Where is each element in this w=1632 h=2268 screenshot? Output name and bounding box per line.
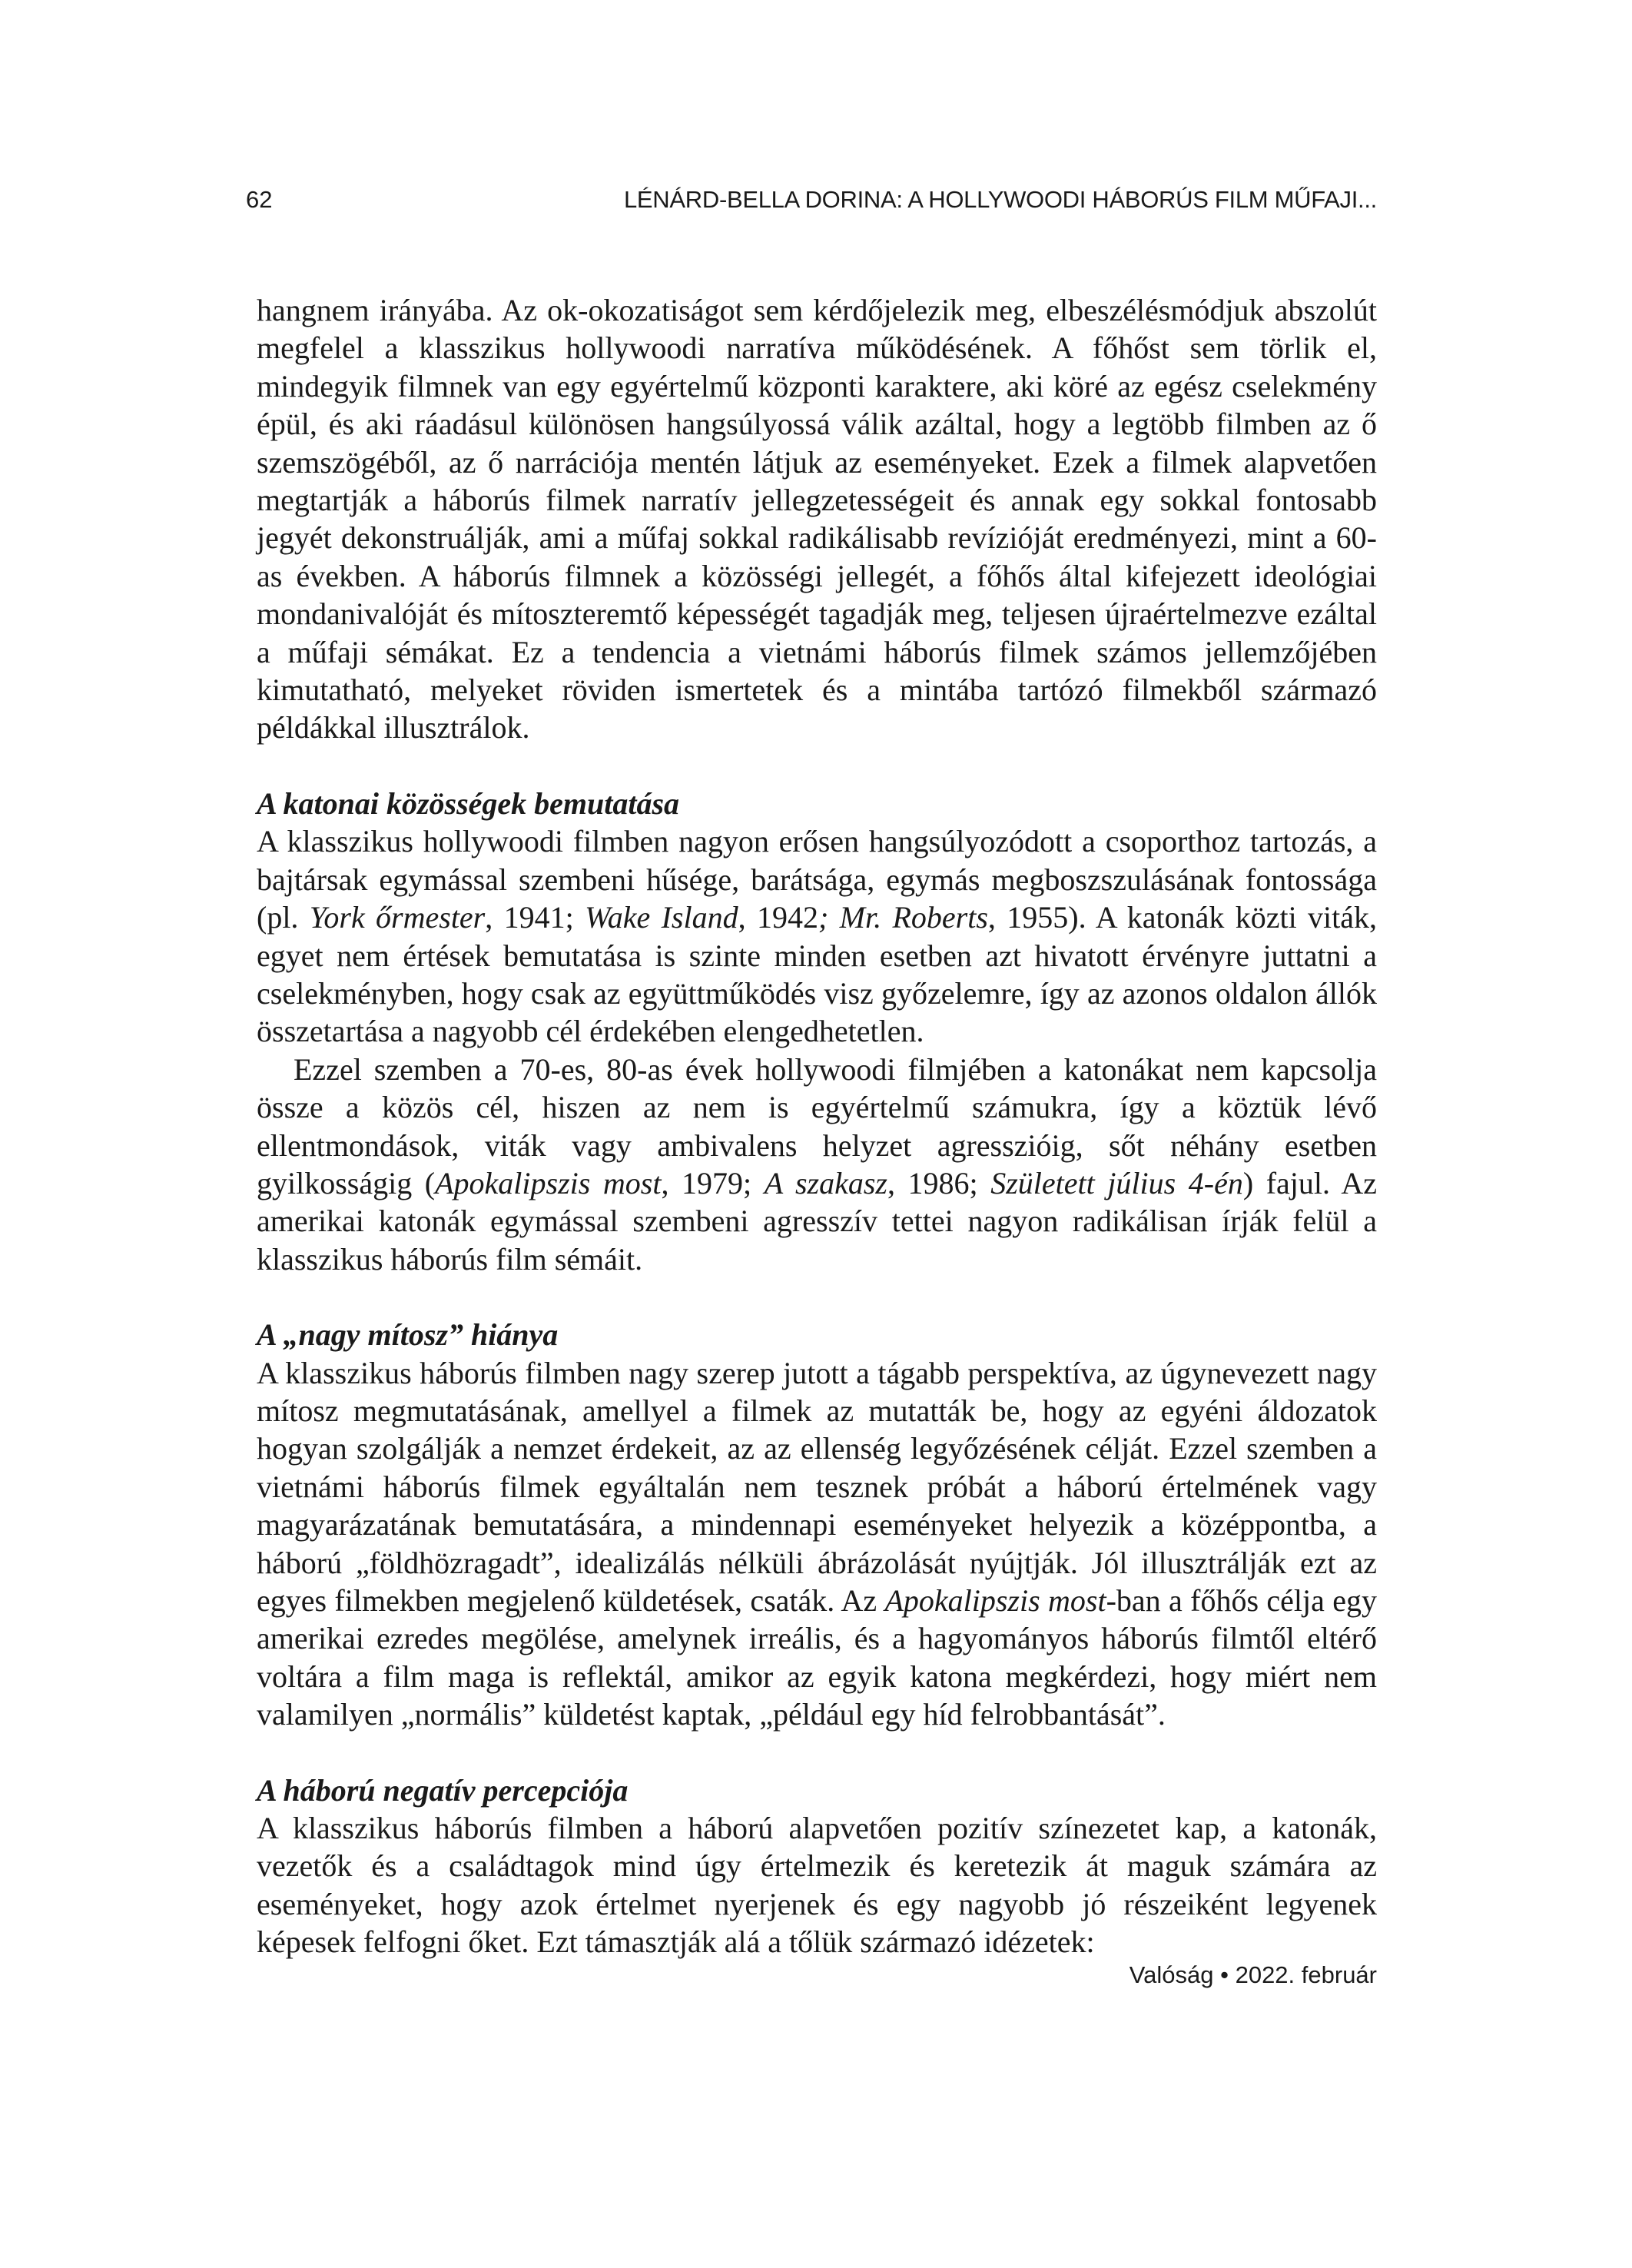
page-number: 62 — [246, 186, 273, 213]
page-footer: Valóság • 2022. február — [1129, 1961, 1377, 1988]
section-heading-nagy-mitosz: A „nagy mítosz” hiánya — [257, 1317, 559, 1353]
paragraph-2: A klasszikus hollywoodi filmben nagyon erősen hangsúlyozódott a csoporthoz tartozás, a bajtársak egymással szembeni hűsége, barátsága, egymás megboszszulásának fontossága (pl. York őrmester, 1941; Wake Island, 1942; Mr. Roberts, 1955). A katonák közti viták, egyet nem értések bemutatása is szinte minden esetben azt hivatott érvényre juttatni a cselekményben, hogy csak az együttműködés visz győzelemre, így az azonos oldalon állók összetartása a nagyobb cél érdekében elengedhetetlen. — [257, 824, 1378, 1049]
paragraph-5: A klasszikus háborús filmben a háború alapvetően pozitív színezetet kap, a katonák, vezetők és a családtagok mind úgy értelmezik és keretezik át maguk számára az eseményeket, hogy azok értelmet nyerjenek és egy nagyobb jó részeiként legyenek képesek felfogni őket. Ezt támasztják alá a tőlük származó idézetek: — [257, 1811, 1377, 1960]
paragraph-3: Ezzel szemben a 70-es, 80-as évek hollywoodi filmjében a katonákat nem kapcsolja össze a közös cél, hiszen az nem is egyértelmű számukra, így a köztük lévő ellentmondások, viták vagy ambivalens helyzet agresszióig, sőt néhány esetben gyilkosságig (Apokalipszis most, 1979; A szakasz, 1986; Született július 4-én) fajul. Az amerikai katonák egymással szembeni agresszív tettei nagyon radikálisan írják felül a klasszikus háborús film sémáit. — [257, 1051, 1378, 1277]
section-heading-negativ-percepcio: A háború negatív percepciója — [257, 1772, 629, 1808]
article-body — [257, 291, 1377, 1961]
film-title: York őrmester — [309, 900, 486, 935]
running-title: LÉNÁRD-BELLA DORINA: A HOLLYWOODI HÁBORÚS FILM MŰFAJI... — [623, 186, 1377, 213]
film-title: Apokalipszis most — [435, 1165, 662, 1200]
film-title: Született július 4-én — [990, 1165, 1243, 1200]
film-title: A szakasz — [764, 1165, 887, 1200]
film-title: Apokalipszis most — [884, 1583, 1106, 1618]
film-title: ; Mr. Roberts — [818, 900, 988, 935]
section-heading-katonai-kozossegek: A katonai közösségek bemutatása — [257, 785, 680, 821]
paragraph-4: A klasszikus háborús filmben nagy szerep jutott a tágabb perspektíva, az úgynevezett nagy mítosz megmutatásának, amellyel a filmek az mutatták be, hogy az egyéni áldozatok hogyan szolgálják a nemzet érdekeit, az az ellenség legyőzésének célját. Ezzel szemben a vietnámi háborús filmek egyáltalán nem tesznek próbát a háború értelmének vagy magyarázatának bemutatására, a mindennapi eseményeket helyezik a középpontba, a háború „földhözragadt”, idealizálás nélküli ábrázolását nyújtják. Jól illusztrálják ezt az egyes filmekben megjelenő küldetések, csaták. Az Apokalipszis most-ban a főhős célja egy amerikai ezredes megölése, amelynek irreális, és a hagyományos háborús filmtől eltérő voltára a film maga is reflektál, amikor az egyik katona megkérdezi, hogy miért nem valamilyen „normális” küldetést kaptak, „például egy híd felrobbantását”. — [257, 1355, 1377, 1732]
running-header — [246, 184, 1377, 215]
film-title: Wake Island — [585, 900, 738, 935]
paragraph-1: hangnem irányába. Az ok-okozatiságot sem kérdőjelezik meg, elbeszélésmódjuk abszolút megfelel a klasszikus hollywoodi narratíva működésének. A főhőst sem törlik el, mindegyik filmnek van egy egyértelmű központi karaktere, aki köré az egész cselekmény épül, és aki ráadásul különösen hangsúlyossá válik azáltal, hogy a legtöbb filmben az ő szemszögéből, az ő narrációja mentén látjuk az eseményeket. Ezek a filmek alapvetően megtartják a háborús filmek narratív jellegzetességeit és annak egy sokkal fontosabb jegyét dekonstruálják, ami a műfaj sokkal radikálisabb revízióját eredményezi, mint a 60-as években. A háborús filmnek a közösségi jellegét, a főhős által kifejezett ideológiai mondanivalóját és mítoszteremtő képességét tagadják meg, teljesen újraértelmezve ezáltal a műfaji sémákat. Ez a tendencia a vietnámi háborús filmek számos jellemzőjében kimutatható, melyeket röviden ismertetek és a mintába tartózó filmekből származó példákkal illusztrálok. — [257, 293, 1377, 745]
